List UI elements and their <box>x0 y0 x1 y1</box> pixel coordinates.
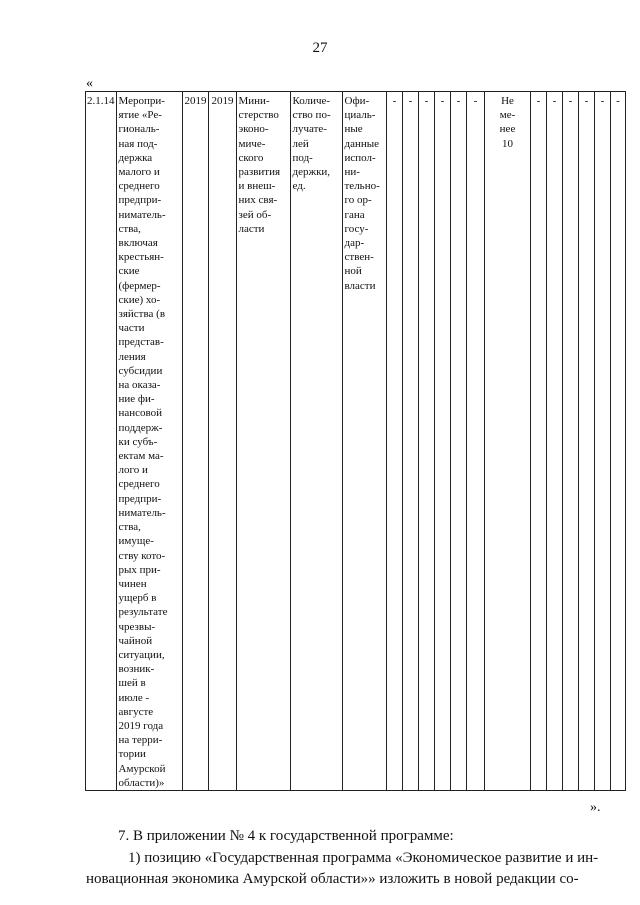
event-name-line: рых при- <box>118 563 161 576</box>
data-source-line: дар- <box>344 237 365 250</box>
event-name-line: крестьян- <box>118 251 164 264</box>
event-name-line: представ- <box>118 336 164 349</box>
value-dash: - <box>536 95 541 107</box>
value-cell <box>402 92 418 791</box>
event-name-line: на оказа- <box>118 379 161 392</box>
value-cell <box>450 92 466 791</box>
event-name-line: шей в <box>118 677 146 690</box>
executor-line: эконо- <box>238 123 269 136</box>
data-source-line: ной <box>344 265 362 278</box>
year-end-cell <box>208 92 236 791</box>
executor-line: зей об- <box>238 208 272 221</box>
event-name-line: области)» <box>118 776 165 789</box>
executor-line: них свя- <box>238 194 278 207</box>
event-name-line: ству кото- <box>118 549 166 562</box>
event-name <box>119 94 181 790</box>
table-row <box>86 92 626 791</box>
event-name-line: части <box>118 322 145 335</box>
event-name-line: чинен <box>118 577 147 590</box>
event-name-line: результате <box>118 606 168 619</box>
value-dash: - <box>473 95 478 107</box>
value-cell <box>610 92 625 791</box>
data-source-line: гана <box>344 208 365 221</box>
value-dash: - <box>408 95 413 107</box>
event-name-line: субсидии <box>118 364 163 377</box>
executor-line: стерство <box>238 109 279 122</box>
target-value-line: Не <box>501 95 514 107</box>
value-cell <box>418 92 434 791</box>
year-end: 2019 <box>211 95 234 107</box>
value-dash: - <box>456 95 461 107</box>
data-source-line: ни- <box>344 166 360 179</box>
event-name-line: ские <box>118 265 140 278</box>
event-name-line: ная под- <box>118 137 158 150</box>
data-source-line: тельно- <box>344 180 380 193</box>
value-dash: - <box>616 95 620 107</box>
data-source-line: испол- <box>344 151 376 164</box>
indicator-line: лей <box>292 137 309 150</box>
event-name-line: чрезвы- <box>118 620 156 633</box>
event-name-line: гиональ- <box>118 123 160 136</box>
value-cell <box>594 92 610 791</box>
event-name-line: Меропри- <box>118 95 165 107</box>
event-name-line: ства, <box>118 222 141 235</box>
executor-line: и внеш- <box>238 180 276 193</box>
opening-quote: « <box>86 76 93 91</box>
value-dash: - <box>584 95 589 107</box>
event-name-line: предпри- <box>118 492 162 505</box>
event-name-line: тории <box>118 748 146 761</box>
event-name-line: среднего <box>118 478 160 491</box>
event-name-line: (фермер- <box>118 279 161 292</box>
executor <box>239 94 289 236</box>
value-cell <box>530 92 546 791</box>
event-name-line: ущерб в <box>118 592 157 605</box>
value-cell <box>466 92 484 791</box>
value-dash: - <box>568 95 573 107</box>
data-source-cell <box>342 92 386 791</box>
executor-line: развития <box>238 166 281 179</box>
event-name-line: держка <box>118 151 153 164</box>
event-name-line: нансовой <box>118 407 163 420</box>
event-name-line: предпри- <box>118 194 162 207</box>
indicator-line: лучате- <box>292 123 327 136</box>
event-name-line: зяйства (в <box>118 308 166 321</box>
data-source-line: госу- <box>344 222 369 235</box>
value-cell <box>562 92 578 791</box>
indicator-line: под- <box>292 151 313 164</box>
event-name-line: ские) хо- <box>118 293 161 306</box>
year-start-cell <box>182 92 208 791</box>
indicator-cell <box>290 92 342 791</box>
event-name-cell <box>116 92 182 791</box>
event-name-line: поддерж- <box>118 421 163 434</box>
page-number: 27 <box>312 40 328 56</box>
paragraph-item-1-continued: новационная экономика Амурской области»» изложить в новой редакции со- <box>86 871 579 887</box>
indicator-line: ед. <box>292 180 306 193</box>
executor-line: ласти <box>238 222 265 235</box>
data-source-line: циаль- <box>344 109 376 122</box>
closing-quote: ». <box>590 800 601 815</box>
event-name-line: ства, <box>118 521 141 534</box>
indicator-line: держки, <box>292 166 331 179</box>
paragraph-appendix: 7. В приложении № 4 к государственной программе: <box>118 828 454 844</box>
paragraph-item-1: 1) позицию «Государственная программа «Экономическое развитие и ин- <box>128 850 599 866</box>
event-name-line: чайной <box>118 634 153 647</box>
target-value <box>487 94 529 151</box>
executor-cell <box>236 92 290 791</box>
value-dash: - <box>424 95 429 107</box>
row-number: 2.1.14 <box>87 95 115 107</box>
data-source-line: го ор- <box>344 194 372 207</box>
data-source-line: ные <box>344 123 363 136</box>
event-name-line: ки субъ- <box>118 435 158 448</box>
target-value-line: ме- <box>499 109 516 122</box>
year-start: 2019 <box>184 95 207 107</box>
executor-line: ского <box>238 151 264 164</box>
event-name-line: среднего <box>118 180 160 193</box>
event-name-line: на терри- <box>118 734 163 747</box>
event-name-line: лого и <box>118 464 148 477</box>
event-name-line: августе <box>118 705 154 718</box>
event-name-line: ятие «Ре- <box>118 109 162 122</box>
event-name-line: возник- <box>118 663 155 676</box>
value-dash: - <box>600 95 605 107</box>
indicator-line: ство по- <box>292 109 331 122</box>
event-name-line: ние фи- <box>118 393 155 406</box>
data-source <box>345 94 385 293</box>
event-name-line: июле - <box>118 691 150 704</box>
target-value-line: нее <box>499 123 516 136</box>
target-value-cell <box>484 92 530 791</box>
event-name-line: ниматель- <box>118 208 166 221</box>
event-name-line: имуще- <box>118 535 154 548</box>
event-name-line: Амурской <box>118 762 166 775</box>
row-number-cell <box>86 92 117 791</box>
event-name-line: малого и <box>118 166 160 179</box>
program-table <box>85 91 626 791</box>
data-source-line: данные <box>344 137 380 150</box>
event-name-line: ления <box>118 350 146 363</box>
value-cell <box>546 92 562 791</box>
data-source-line: Офи- <box>344 95 370 107</box>
value-cell <box>386 92 402 791</box>
indicator <box>293 94 341 193</box>
executor-line: миче- <box>238 137 266 150</box>
value-cell <box>434 92 450 791</box>
event-name-line: ектам ма- <box>118 450 164 463</box>
data-source-line: ствен- <box>344 251 374 264</box>
value-dash: - <box>392 95 397 107</box>
event-name-line: 2019 года <box>118 719 164 732</box>
data-source-line: власти <box>344 279 376 292</box>
value-cell <box>578 92 594 791</box>
event-name-line: включая <box>118 237 158 250</box>
event-name-line: ниматель- <box>118 506 166 519</box>
target-value-line: 10 <box>502 137 513 150</box>
event-name-line: ситуации, <box>118 648 165 661</box>
value-dash: - <box>440 95 445 107</box>
executor-line: Мини- <box>238 95 270 107</box>
indicator-line: Количе- <box>292 95 331 107</box>
value-dash: - <box>552 95 557 107</box>
